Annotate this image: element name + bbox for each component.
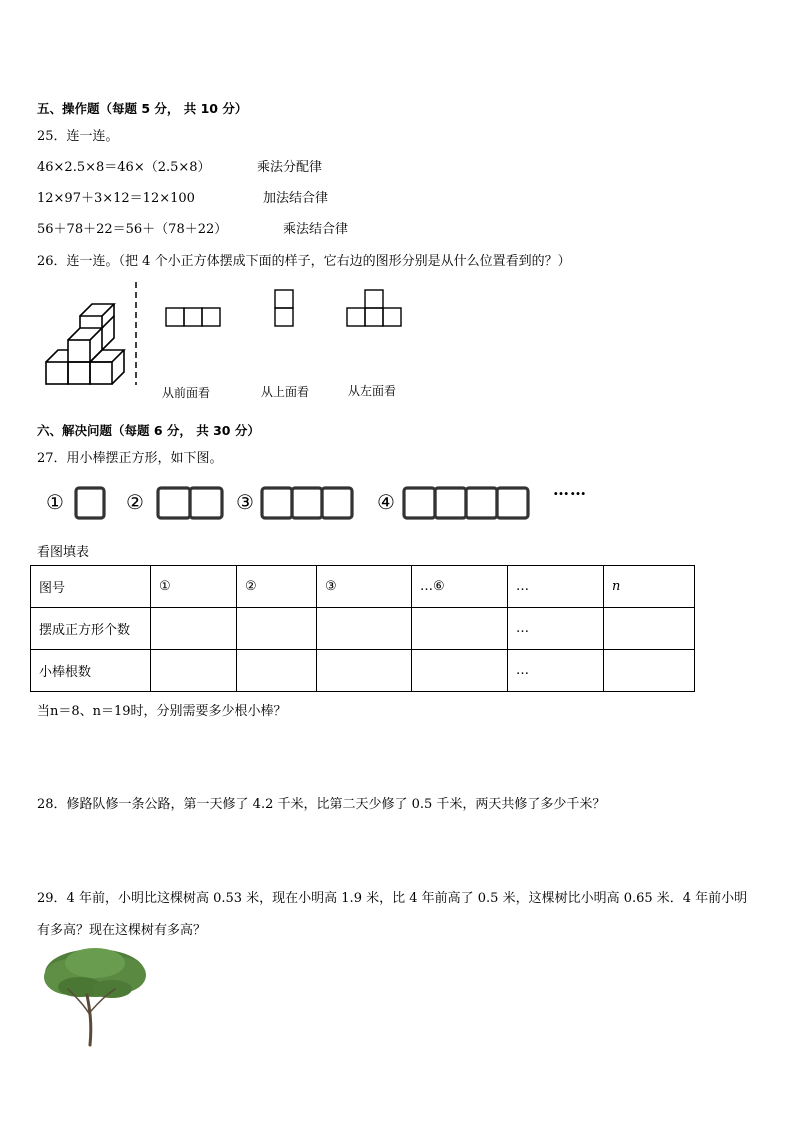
q28-text: 28．修路队修一条公路，第一天修了 4.2 千米，比第二天少修了 0.5 千米，两天共修了多少千米？ — [37, 797, 606, 812]
table-cell: ② — [237, 566, 317, 608]
stick-figure-1 — [76, 488, 104, 518]
table-cell-blank[interactable] — [151, 650, 237, 692]
section-6-heading: 六、解决问题（每题 6 分， 共 30 分） — [37, 423, 260, 438]
table-cell-blank[interactable] — [317, 608, 412, 650]
q26-label-top: 从上面看 — [261, 385, 310, 399]
figure-number-2: ② — [126, 490, 144, 514]
table-cell-blank[interactable] — [604, 650, 695, 692]
tree-canopy — [44, 948, 146, 998]
q27-stick-squares — [70, 482, 540, 527]
q29-line-1: 29．4 年前，小明比这棵树高 0.53 米，现在小明高 1.9 米，比 4 年前高了 0.5 米，这棵树比小明高 0.65 米．4 年前小明 — [37, 891, 748, 906]
q27-question: 当n＝8、n＝19时，分别需要多少根小棒？ — [37, 704, 287, 719]
q25-right-2: 加法结合律 — [263, 191, 329, 206]
stick-figure-4 — [404, 488, 528, 518]
table-header-row — [31, 566, 695, 608]
stick-figure-3 — [262, 488, 352, 518]
figure-number-1: ① — [46, 490, 64, 514]
table-row — [31, 608, 695, 650]
q26-label-front: 从前面看 — [162, 386, 211, 400]
q27-table-caption: 看图填表 — [37, 545, 90, 560]
table-row — [31, 650, 695, 692]
figure-number-3: ③ — [236, 490, 254, 514]
table-cell: … — [508, 608, 604, 650]
table-cell: ① — [151, 566, 237, 608]
left-view-squares — [347, 290, 401, 326]
q27-title: 27．用小棒摆正方形，如下图。 — [37, 451, 223, 466]
q29-line-2: 有多高？现在这棵树有多高？ — [37, 923, 207, 938]
q25-right-3: 乘法结合律 — [283, 222, 349, 237]
table-cell: 图号 — [31, 566, 151, 608]
cube-arrangement-drawing — [46, 304, 124, 384]
table-cell-blank[interactable] — [237, 650, 317, 692]
q27-fill-table — [30, 565, 695, 692]
table-cell: 小棒根数 — [31, 650, 151, 692]
tree-illustration — [40, 945, 150, 1047]
table-cell-blank[interactable] — [604, 608, 695, 650]
table-cell: … — [508, 566, 604, 608]
section-5-heading: 五、操作题（每题 5 分， 共 10 分） — [37, 101, 248, 116]
q27-ellipsis: …… — [553, 480, 587, 499]
table-cell-blank[interactable] — [412, 608, 508, 650]
q25-left-1: 46×2.5×8＝46×（2.5×8） — [37, 160, 211, 175]
q25-right-1: 乘法分配律 — [257, 160, 323, 175]
table-cell: … — [508, 650, 604, 692]
table-cell-blank[interactable] — [412, 650, 508, 692]
q25-left-2: 12×97＋3×12＝12×100 — [37, 191, 195, 206]
q25-left-3: 56＋78＋22＝56＋（78＋22） — [37, 222, 228, 237]
table-cell-blank[interactable] — [151, 608, 237, 650]
table-cell: …⑥ — [412, 566, 508, 608]
table-cell-blank[interactable] — [237, 608, 317, 650]
front-view-squares — [166, 308, 220, 326]
table-cell: ③ — [317, 566, 412, 608]
q26-label-left: 从左面看 — [348, 384, 397, 398]
table-cell: 摆成正方形个数 — [31, 608, 151, 650]
top-view-squares — [275, 290, 293, 326]
figure-number-4: ④ — [377, 490, 395, 514]
stick-figure-2 — [158, 488, 222, 518]
table-cell: n — [604, 566, 695, 608]
q26-title: 26．连一连。（把 4 个小正方体摆成下面的样子，它右边的图形分别是从什么位置看到的？） — [37, 254, 571, 269]
table-cell-blank[interactable] — [317, 650, 412, 692]
q25-title: 25．连一连。 — [37, 129, 119, 144]
